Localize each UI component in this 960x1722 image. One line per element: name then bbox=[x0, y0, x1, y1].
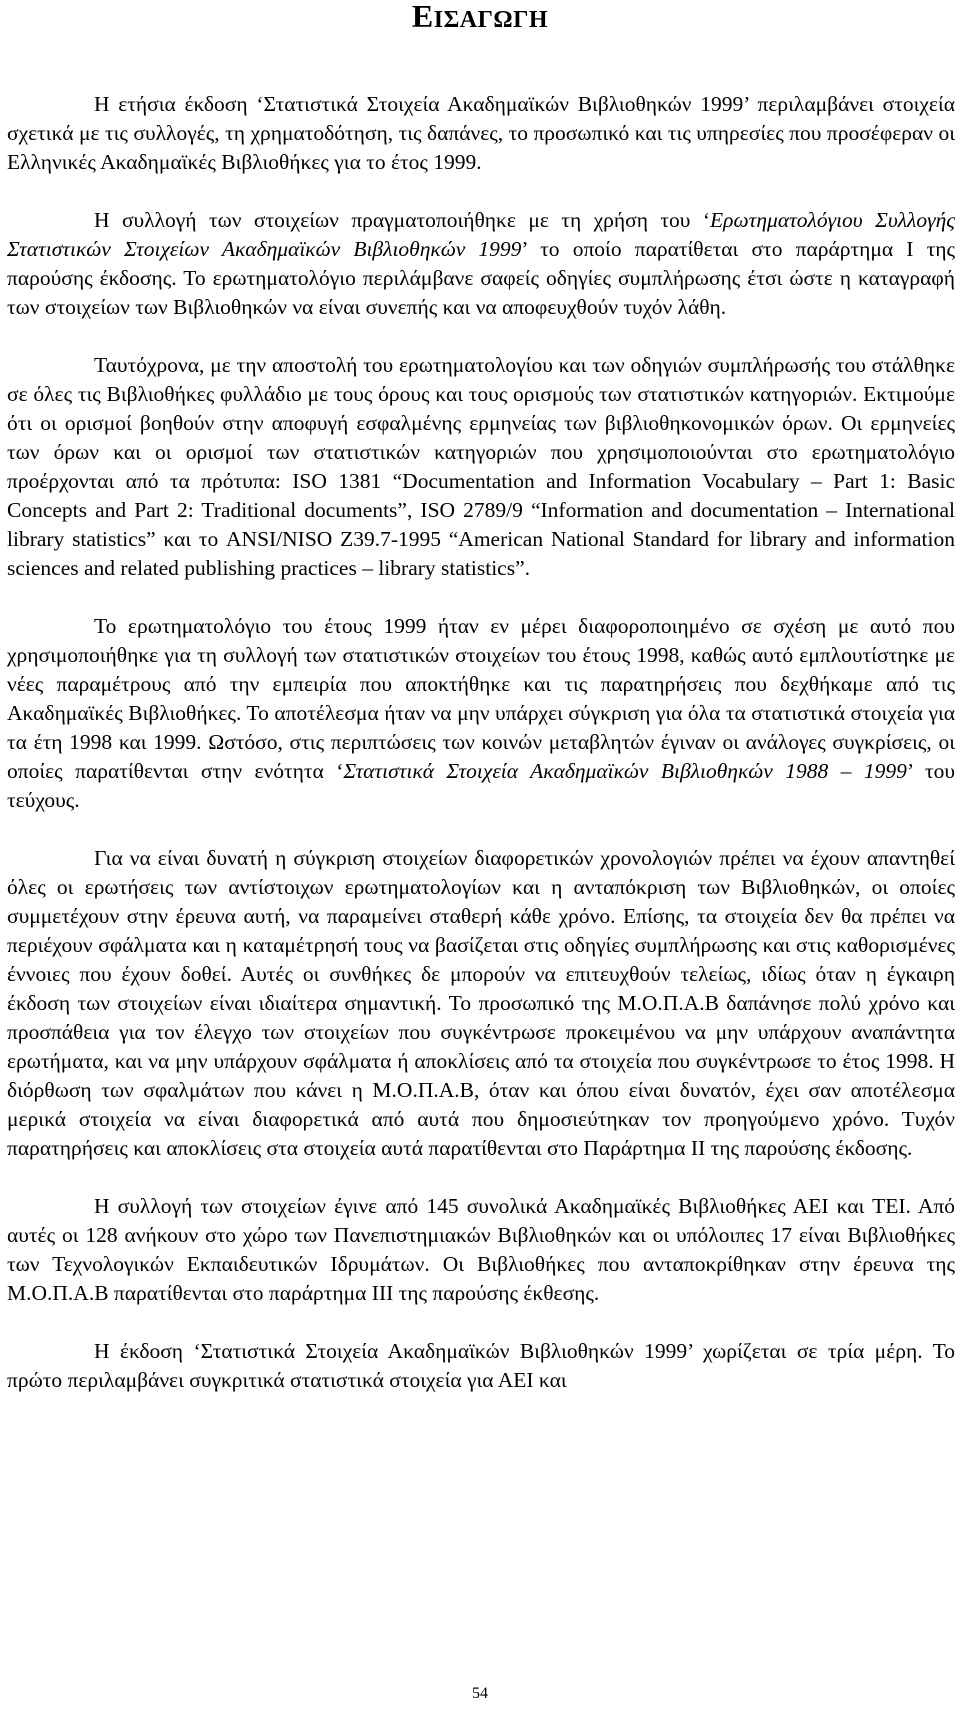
paragraph-1: Η ετήσια έκδοση ‘Στατιστικά Στοιχεία Ακαδημαϊκών Βιβλιοθηκών 1999’ περιλαμβάνει στοιχεία σχετικά με τις συλλογές, τη χρηματοδότηση, τις δαπάνες, το προσωπικό και τις υπηρεσίες που προσέφεραν οι Ελληνικές Ακαδημαϊκές Βιβλιοθήκες για το έτος 1999. bbox=[7, 92, 955, 174]
paragraph-2-end: ’ το οποίο παρατίθεται στο παράρτημα Ι της παρούσης έκδοσης. Το ερωτηματολόγιο περιλάμβανε σαφείς οδηγίες συμπλήρωσης έτσι ώστε η καταγραφή των στοιχείων των Βιβλιοθηκών να είναι συνεπής και να αποφευχθούν τυχόν λάθη. bbox=[7, 237, 955, 319]
paragraph-2-start: Η συλλογή των στοιχείων πραγματοποιήθηκε με τη χρήση του ‘ bbox=[94, 208, 711, 232]
questionnaire-title: Ερωτηματολόγιου Συλλογής Στατιστικών Στοιχείων Ακαδημαϊκών Βιβλιοθηκών 1999 bbox=[7, 208, 955, 261]
paragraph-4-start: Το ερωτηματολόγιο του έτους 1999 ήταν εν μέρει διαφοροποιημένο σε σχέση με αυτό που χρησιμοποιήθηκε για τη συλλογή των στατιστικών στοιχείων του έτους 1998, καθώς αυτό εμπλουτίστηκε με νέες παραμέτρους από την εμπειρία που αποκτήθηκε και τις παρατηρήσεις που δεχθήκαμε από τις Ακαδημαϊκές Βιβλιοθήκες. Το αποτέλεσμα ήταν να μην υπάρχει σύγκριση για όλα τα στατιστικά στοιχεία για τα έτη 1998 και 1999. Ωστόσο, στις περιπτώσεις των κοινών μεταβλητών έγιναν οι ανάλογες συγκρίσεις, οι οποίες παρατίθενται στην ενότητα ‘ bbox=[7, 614, 955, 783]
paragraph-3: Ταυτόχρονα, με την αποστολή του ερωτηματολογίου και των οδηγιών συμπλήρωσής του στάλθηκε σε όλες τις Βιβλιοθήκες φυλλάδιο με τους όρους και τους ορισμούς των στατιστικών κατηγοριών. Εκτιμούμε ότι οι ορισμοί βοηθούν στην αποφυγή εσφαλμένης ερμηνείας των βιβλιοθηκονομικών όρων. Οι ερμηνείες των όρων και οι ορισμοί των στατιστικών κατηγοριών που χρησιμοποιούνται στο ερωτηματολόγιο προέρχονται από τα πρότυπα: ISO 1381 “Documentation and Information Vocabulary – Part 1: Basic Concepts and Part 2: Traditional documents”, ISO 2789/9 “Information and documentation – International library statistics” και το ANSI/NISO Z39.7-1995 “American National Standard for library and information sciences and related publishing practices – library statistics”. bbox=[7, 353, 955, 580]
body-text bbox=[7, 90, 955, 1424]
paragraph-6: Η συλλογή των στοιχείων έγινε από 145 συνολικά Ακαδημαϊκές Βιβλιοθήκες ΑΕΙ και ΤΕΙ. Από αυτές οι 128 ανήκουν στο χώρο των Πανεπιστημιακών Βιβλιοθηκών και οι υπόλοιπες 17 είναι Βιβλιοθήκες των Τεχνολογικών Εκπαιδευτικών Ιδρυμάτων. Οι Βιβλιοθήκες που ανταποκρίθηκαν στην έρευνα της Μ.Ο.Π.Α.Β παρατίθενται στο παράρτημα ΙΙΙ της παρούσης έκθεσης. bbox=[7, 1194, 955, 1305]
paragraph-7: Η έκδοση ‘Στατιστικά Στοιχεία Ακαδημαϊκών Βιβλιοθηκών 1999’ χωρίζεται σε τρία μέρη. Το πρώτο περιλαμβάνει συγκριτικά στατιστικά στοιχεία για ΑΕΙ και bbox=[7, 1339, 955, 1392]
page-title bbox=[0, 0, 960, 36]
paragraph-5: Για να είναι δυνατή η σύγκριση στοιχείων διαφορετικών χρονολογιών πρέπει να έχουν απαντηθεί όλες οι ερωτήσεις των αντίστοιχων ερωτηματολογίων και η ανταπόκριση των Βιβλιοθηκών, οι οποίες συμμετέχουν στην έρευνα αυτή, να παραμείνει σταθερή κάθε χρόνο. Επίσης, τα στοιχεία δεν θα πρέπει να περιέχουν σφάλματα και η καταμέτρησή τους να βασίζεται στις οδηγίες συμπλήρωσης και στις καθορισμένες έννοιες που έχουν δοθεί. Αυτές οι συνθήκες δε μπορούν να επιτευχθούν τελείως, ιδίως όταν η έγκαιρη έκδοση των στοιχείων είναι ιδιαίτερα σημαντική. Το προσωπικό της Μ.Ο.Π.Α.Β δαπάνησε πολύ χρόνο και προσπάθεια για τον έλεγχο των στοιχείων που συγκέντρωσε προκειμένου να μην υπάρχουν αναπάντητα ερωτήματα, και να μην υπάρχουν σφάλματα ή αποκλίσεις από τα στοιχεία που συγκέντρωσε το έτος 1998. Η διόρθωση των σφαλμάτων που κάνει η Μ.Ο.Π.Α.Β, όταν και όπου είναι δυνατόν, έχει σαν αποτέλεσμα μερικά στοιχεία να είναι διαφορετικά από αυτά που δημοσιεύτηκαν τον προηγούμενο χρόνο. Τυχόν παρατηρήσεις και αποκλίσεις στα στοιχεία αυτά παρατίθενται στο Παράρτημα ΙΙ της παρούσης έκδοσης. bbox=[7, 846, 955, 1160]
page-number: 54 bbox=[472, 1685, 488, 1702]
title-initial: Ε bbox=[411, 0, 434, 34]
paragraph-2 bbox=[7, 206, 955, 322]
paragraph-4 bbox=[7, 612, 955, 815]
title-rest: ΙΣΑΓΩΓΗ bbox=[433, 7, 549, 33]
section-title: Στατιστικά Στοιχεία Ακαδημαϊκών Βιβλιοθηκών 1988 – 1999 bbox=[343, 759, 907, 783]
paragraph-4-end: ’ του τεύχους. bbox=[7, 759, 955, 812]
